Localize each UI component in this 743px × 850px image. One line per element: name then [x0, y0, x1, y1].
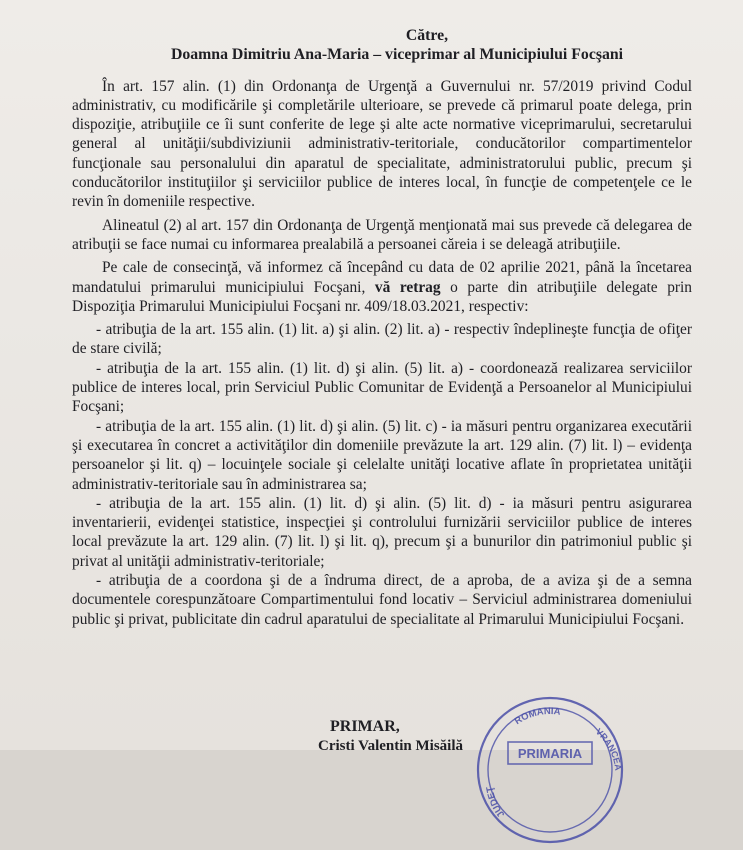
signature-name: Cristi Valentin Misăilă [318, 738, 464, 754]
paragraph-3-text: Pe cale de consecinţă, vă informez că începând cu data de 02 aprilie 2021, până la încetarea mandatului primarului municipiului Focşani, [72, 259, 692, 296]
paragraph-3-emphasis: vă retrag [374, 278, 441, 296]
paragraph-3-text-end: o parte din atribuţiile delegate prin Dispoziţia Primarului Municipiului Focşani nr. 409/18.03.2021, respectiv: [72, 278, 692, 315]
header-addressee: Doamna Dimitriu Ana-Maria – viceprimar al Municipiului Focşani [170, 46, 624, 64]
stamp-text-top: ROMANIA [512, 705, 562, 728]
stamp-text-center: PRIMARIA [517, 746, 583, 761]
letter-body [72, 26, 692, 629]
paragraph-3 [72, 258, 692, 316]
svg-text:JUDEŢ [484, 785, 507, 819]
list-item-2: - atribuţia de la art. 155 alin. (1) lit. d) şi alin. (5) lit. a) - coordonează realizarea serviciilor publice de interes local, prin Serviciul Public Comunitar de Evidenţă a Persoanelor al Municipiului Focşani; [72, 359, 692, 416]
list-item-4: - atribuţia de la art. 155 alin. (1) lit. d) şi alin. (5) lit. d) - ia măsuri pentru asigurarea inventarierii, evidenţei statistice, inspecţiei şi controlului furnizării serviciilor publice de interes local prevăzute la art. 129 alin. (7) lit. l) şi lit. q), precum şi a bunurilor din patrimoniul public şi privat al unităţii administrativ-teritoriale; [72, 494, 692, 570]
stamp-text-left: JUDEŢ [484, 785, 508, 820]
paragraph-2: Alineatul (2) al art. 157 din Ordonanţa de Urgenţă menţionată mai sus prevede că delegarea de atribuţii se face numai cu informarea prealabilă a persoanei căreia i se deleagă atribuţiile. [72, 216, 692, 253]
official-stamp [470, 690, 630, 850]
list-item-1: - atribuţia de la art. 155 alin. (1) lit. a) şi alin. (2) lit. a) - respectiv îndeplineşte funcţia de ofiţer de stare civilă; [72, 321, 692, 358]
stamp-text-right: VRANCEA [593, 726, 624, 772]
signature-title: PRIMAR, [330, 718, 400, 735]
list-item-5: - atribuţia de a coordona şi de a îndruma direct, de a aproba, de a aviza şi de a semna documentele corespunzătoare Compartimentului fond locativ – Serviciul administrarea domeniului public şi privat, publicitate din cadrul aparatului de specialitate al Primarului Municipiului Focşani. [72, 572, 692, 628]
header-to: Către, [405, 27, 449, 44]
svg-text:ROMANIA [513, 706, 562, 727]
list-item-3: - atribuţia de la art. 155 alin. (1) lit. d) şi alin. (5) lit. c) - ia măsuri pentru organizarea executării şi executarea în concret a activităţilor din domeniile prevăzute la art. 129 alin. (7) lit. l) – evidenţa persoanelor şi lit. q) – locuinţele sociale şi celelalte unităţi locative aflate în proprietatea unităţii administrativ-teritoriale sau în administrarea sa; [72, 417, 692, 493]
paragraph-1: În art. 157 alin. (1) din Ordonanţa de Urgenţă a Guvernului nr. 57/2019 privind Codul administrativ, cu modificările şi completările ulterioare, se prevede că primarul poate delega, prin dispoziţie, atribuţiile ce îi sunt conferite de lege şi alte acte normative viceprimarului, secretarului general al unităţii/subdiviziunii administrativ-teritoriale, conducătorilor compartimentelor funcţionale sau personalului din aparatul de specialitate, administratorului public, precum şi conducătorilor instituţiilor şi serviciilor publice de interes local, în funcţie de competenţele ce le revin în domeniile respective. [72, 77, 692, 211]
